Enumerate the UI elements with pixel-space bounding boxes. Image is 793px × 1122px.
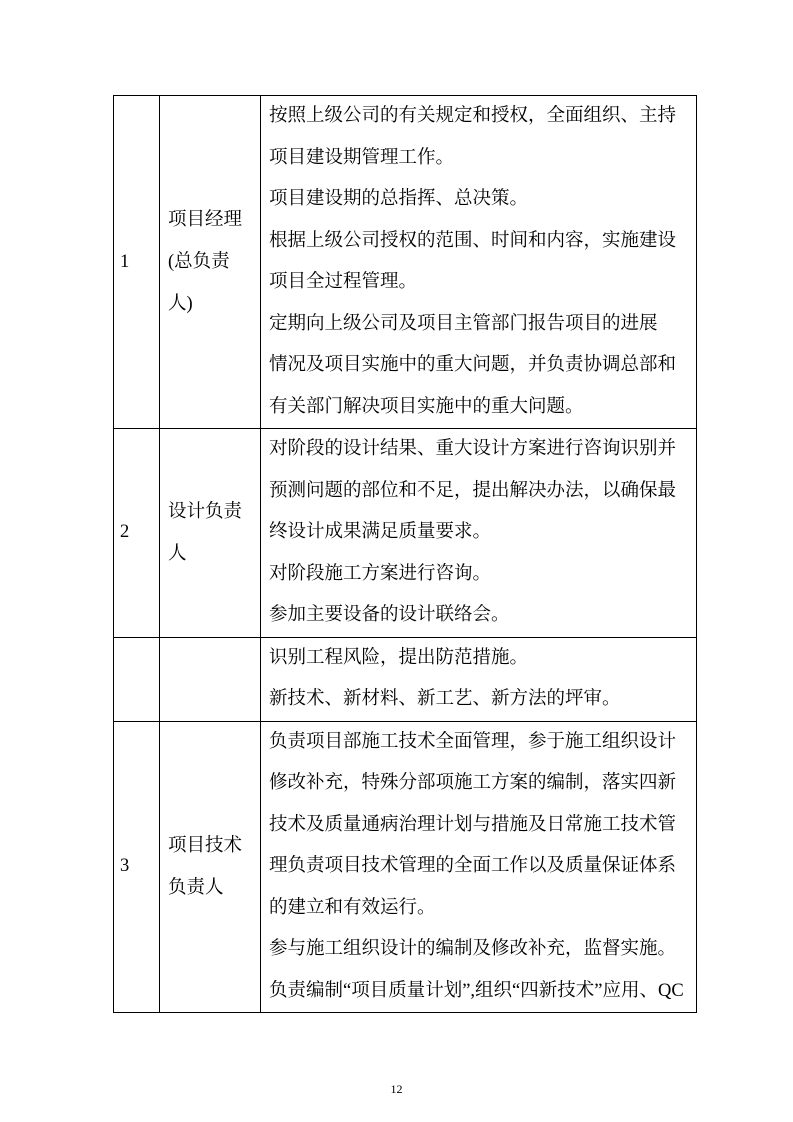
duty-line: 项目建设期管理工作。: [269, 147, 455, 168]
duty-line: 按照上级公司的有关规定和授权，全面组织、主持: [269, 106, 677, 126]
table-row: [114, 429, 697, 638]
role-line: 人: [168, 543, 187, 564]
duty-line: 对阶段施工方案进行咨询。: [269, 563, 492, 584]
duty-line: 对阶段的设计结果、重大设计方案进行咨询识别并: [269, 439, 677, 459]
duty-line: 负责编制“项目质量计划”,组织“四新技术”应用、QC: [269, 980, 684, 1001]
duty-line: 识别工程风险，提出防范措施。: [269, 647, 529, 668]
duty-line: 预测问题的部位和不足，提出解决办法，以确保最: [269, 480, 677, 501]
duties-cell: [261, 637, 697, 721]
role-line: 负责人: [168, 877, 224, 898]
duties-cell: [261, 429, 697, 638]
role-line: (总负责: [168, 252, 230, 272]
responsibility-table: [113, 95, 697, 1013]
row-number: [114, 637, 160, 721]
duty-line: 新技术、新材料、新工艺、新方法的坪审。: [269, 689, 621, 709]
role-line: 人): [168, 294, 193, 314]
duty-line: 项目建设期的总指挥、总决策。: [269, 189, 529, 209]
role-cell: [160, 429, 261, 638]
role-cell: [160, 637, 261, 721]
duties-cell: [261, 96, 697, 429]
duty-line: 项目全过程管理。: [269, 272, 418, 292]
row-number: 2: [114, 429, 160, 638]
role-line: 项目经理: [168, 210, 243, 230]
duty-line: 终设计成果满足质量要求。: [269, 522, 492, 542]
duty-line: 理负责项目技术管理的全面工作以及质量保证体系: [269, 856, 677, 876]
duty-line: 技术及质量通病治理计划与措施及日常施工技术管: [269, 814, 677, 835]
duty-line: 负责项目部施工技术全面管理，参于施工组织设计: [269, 731, 677, 752]
table-row: [114, 637, 697, 721]
table-row: [114, 96, 697, 429]
table-row: [114, 721, 697, 1013]
duty-line: 情况及项目实施中的重大问题，并负责协调总部和: [269, 355, 677, 375]
duty-line: 的建立和有效运行。: [269, 897, 436, 918]
role-cell: [160, 721, 261, 1013]
duty-line: 有关部门解决项目实施中的重大问题。: [269, 396, 584, 417]
row-number: 1: [114, 96, 160, 429]
duty-line: 根据上级公司授权的范围、时间和内容，实施建设: [269, 230, 677, 251]
role-line: 设计负责: [168, 501, 243, 522]
duties-cell: [261, 721, 697, 1013]
duty-line: 参与施工组织设计的编制及修改补充，监督实施。: [269, 939, 677, 959]
duty-line: 修改补充，特殊分部项施工方案的编制，落实四新: [269, 773, 677, 793]
role-cell: [160, 96, 261, 429]
duty-line: 定期向上级公司及项目主管部门报告项目的进展: [269, 313, 658, 334]
page-number: 12: [390, 1082, 403, 1096]
row-number: 3: [114, 721, 160, 1013]
duty-line: 参加主要设备的设计联络会。: [269, 605, 510, 625]
role-line: 项目技术: [168, 835, 243, 856]
